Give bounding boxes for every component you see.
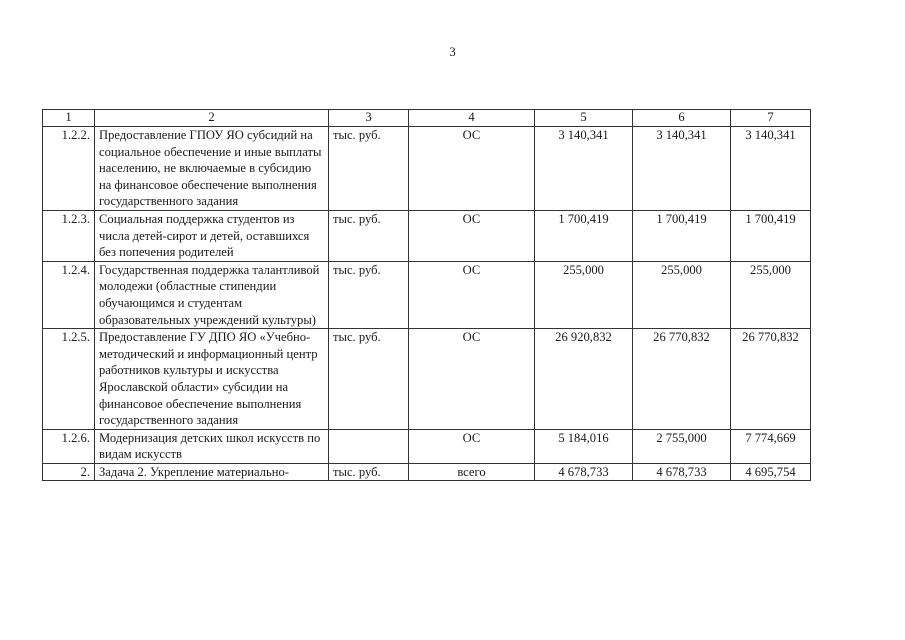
- row-value-7: 4 695,754: [731, 463, 811, 481]
- header-col-5: 5: [535, 110, 633, 127]
- row-value-7: 26 770,832: [731, 329, 811, 430]
- row-value-7: 1 700,419: [731, 210, 811, 261]
- row-unit: [329, 429, 409, 463]
- table-row: [43, 429, 811, 463]
- row-name: [95, 463, 329, 481]
- row-number: 1.2.2.: [43, 127, 95, 211]
- header-col-7: 7: [731, 110, 811, 127]
- table-row: [43, 127, 811, 211]
- row-name-text: Предоставление ГУ ДПО ЯО «Учебно-методический и информационный центр работников культуры и искусства Ярославской области» субсидии на финансовое обеспечение выполнения государственного задания: [99, 330, 318, 428]
- table-row: [43, 210, 811, 261]
- row-name: [95, 127, 329, 211]
- row-value-5: 5 184,016: [535, 429, 633, 463]
- header-col-2: 2: [95, 110, 329, 127]
- row-number: 1.2.3.: [43, 210, 95, 261]
- row-source: ОС: [409, 429, 535, 463]
- row-value-6: 255,000: [633, 261, 731, 328]
- row-value-6: 26 770,832: [633, 329, 731, 430]
- row-value-5: 3 140,341: [535, 127, 633, 211]
- row-source: ОС: [409, 127, 535, 211]
- row-number: 1.2.4.: [43, 261, 95, 328]
- row-value-5: 4 678,733: [535, 463, 633, 481]
- table-row: [43, 463, 811, 481]
- row-unit: тыс. руб.: [329, 261, 409, 328]
- row-unit: тыс. руб.: [329, 329, 409, 430]
- row-name-text: Государственная поддержка талантливой молодежи (областные стипендии обучающимся и студентам образовательных учреждений культуры): [99, 262, 320, 327]
- row-value-6: 4 678,733: [633, 463, 731, 481]
- row-value-5: 255,000: [535, 261, 633, 328]
- table-row: [43, 329, 811, 430]
- row-value-7: 7 774,669: [731, 429, 811, 463]
- table-row: [43, 261, 811, 328]
- header-row: [43, 110, 811, 127]
- row-value-7: 3 140,341: [731, 127, 811, 211]
- row-name: [95, 261, 329, 328]
- budget-table: [42, 109, 811, 481]
- row-source: ОС: [409, 329, 535, 430]
- row-name: [95, 329, 329, 430]
- row-source: всего: [409, 463, 535, 481]
- row-name-text: Модернизация детских школ искусств по видам искусств: [99, 430, 321, 462]
- row-unit: тыс. руб.: [329, 210, 409, 261]
- row-number: 1.2.5.: [43, 329, 95, 430]
- row-name: [95, 429, 329, 463]
- row-value-5: 1 700,419: [535, 210, 633, 261]
- row-number: 2.: [43, 463, 95, 481]
- header-col-4: 4: [409, 110, 535, 127]
- row-value-6: 3 140,341: [633, 127, 731, 211]
- header-col-3: 3: [329, 110, 409, 127]
- header-col-1: 1: [43, 110, 95, 127]
- row-source: ОС: [409, 210, 535, 261]
- row-number: 1.2.6.: [43, 429, 95, 463]
- page-number: 3: [449, 44, 456, 59]
- row-value-6: 2 755,000: [633, 429, 731, 463]
- row-name: [95, 210, 329, 261]
- row-name-text: Социальная поддержка студентов из числа детей-сирот и детей, оставшихся без попечения родителей: [99, 211, 310, 260]
- header-col-6: 6: [633, 110, 731, 127]
- row-name-text: Предоставление ГПОУ ЯО субсидий на социальное обеспечение и иные выплаты населению, не включаемые в субсидию на финансовое обеспечение выполнения государственного задания: [99, 128, 322, 209]
- row-source: ОС: [409, 261, 535, 328]
- row-unit: тыс. руб.: [329, 463, 409, 481]
- row-value-6: 1 700,419: [633, 210, 731, 261]
- row-value-5: 26 920,832: [535, 329, 633, 430]
- row-name-text: Задача 2. Укрепление материально-: [99, 464, 289, 479]
- row-unit: тыс. руб.: [329, 127, 409, 211]
- row-value-7: 255,000: [731, 261, 811, 328]
